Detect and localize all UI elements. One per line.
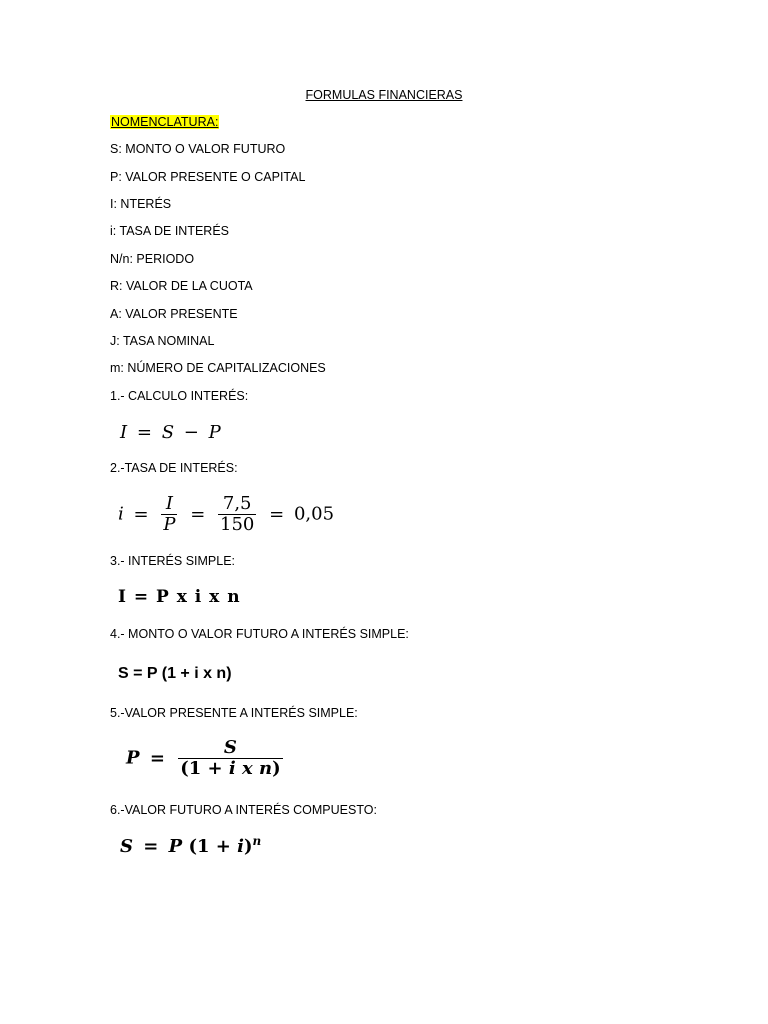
nomenclature-item: J: TASA NOMINAL <box>110 334 215 348</box>
formula-symbol: i <box>237 836 244 857</box>
fraction-denominator: 150 <box>220 514 255 535</box>
nomenclature-item: m: NÚMERO DE CAPITALIZACIONES <box>110 361 326 375</box>
section-heading: 1.- CALCULO INTERÉS: <box>110 389 249 403</box>
section-heading: 2.-TASA DE INTERÉS: <box>110 461 238 475</box>
fraction <box>218 494 256 535</box>
formula-result: 0,05 <box>293 503 335 525</box>
nomenclature-heading-line <box>110 114 219 130</box>
document-title: FORMULAS FINANCIERAS <box>305 88 463 102</box>
section-heading: 6.-VALOR FUTURO A INTERÉS COMPUESTO: <box>110 803 377 817</box>
formula-symbol: x <box>235 758 259 779</box>
formula-present-value-simple <box>126 738 286 779</box>
formula-text: (1 + <box>188 836 238 857</box>
fraction-numerator: S <box>178 738 282 759</box>
formula-symbol: P <box>126 747 140 769</box>
formula-exponent: n <box>252 834 262 848</box>
fraction-numerator: 7,5 <box>218 494 256 515</box>
section-heading: 3.- INTERÉS SIMPLE: <box>110 554 236 568</box>
nomenclature-item: i: TASA DE INTERÉS <box>110 224 230 238</box>
formula-symbol: P <box>208 422 221 443</box>
nomenclature-item: N/n: PERIODO <box>110 252 195 266</box>
formula-symbol: I <box>120 422 128 443</box>
formula-text: ) <box>272 758 281 779</box>
nomenclature-item: P: VALOR PRESENTE O CAPITAL <box>110 170 306 184</box>
formula-symbol: P <box>168 836 183 857</box>
formula-interest-rate <box>118 494 334 535</box>
formula-symbol: i <box>228 758 236 779</box>
formula-symbol: i <box>118 503 124 525</box>
formula-operator: = <box>190 503 206 525</box>
formula-future-value-simple: S = P (1 + i x n) <box>118 665 232 682</box>
formula-symbol: n <box>258 758 273 779</box>
formula-simple-interest: I = P x i x n <box>118 587 241 607</box>
nomenclature-item: R: VALOR DE LA CUOTA <box>110 279 253 293</box>
formula-interest <box>120 422 221 443</box>
nomenclature-item: S: MONTO O VALOR FUTURO <box>110 142 286 156</box>
fraction <box>161 494 177 535</box>
formula-symbol: S <box>161 422 175 443</box>
section-heading: 4.- MONTO O VALOR FUTURO A INTERÉS SIMPLE: <box>110 627 409 641</box>
nomenclature-item: I: NTERÉS <box>110 197 172 211</box>
formula-operator: = <box>143 836 159 857</box>
formula-text: ) <box>243 836 253 857</box>
fraction-denominator: P <box>163 514 176 535</box>
fraction-denominator <box>178 759 282 779</box>
section-heading: 5.-VALOR PRESENTE A INTERÉS SIMPLE: <box>110 706 358 720</box>
formula-operator: = <box>133 503 149 525</box>
fraction <box>178 738 282 779</box>
fraction-numerator: I <box>161 494 177 515</box>
nomenclature-heading: NOMENCLATURA: <box>111 115 219 129</box>
formula-operator: = <box>149 747 165 769</box>
formula-text: (1 + <box>180 758 229 779</box>
formula-operator: = <box>136 422 152 443</box>
formula-operator: = <box>269 503 285 525</box>
formula-future-value-compound <box>120 834 261 857</box>
nomenclature-item: A: VALOR PRESENTE <box>110 307 238 321</box>
formula-operator: − <box>183 422 199 443</box>
formula-symbol: S <box>120 836 133 857</box>
